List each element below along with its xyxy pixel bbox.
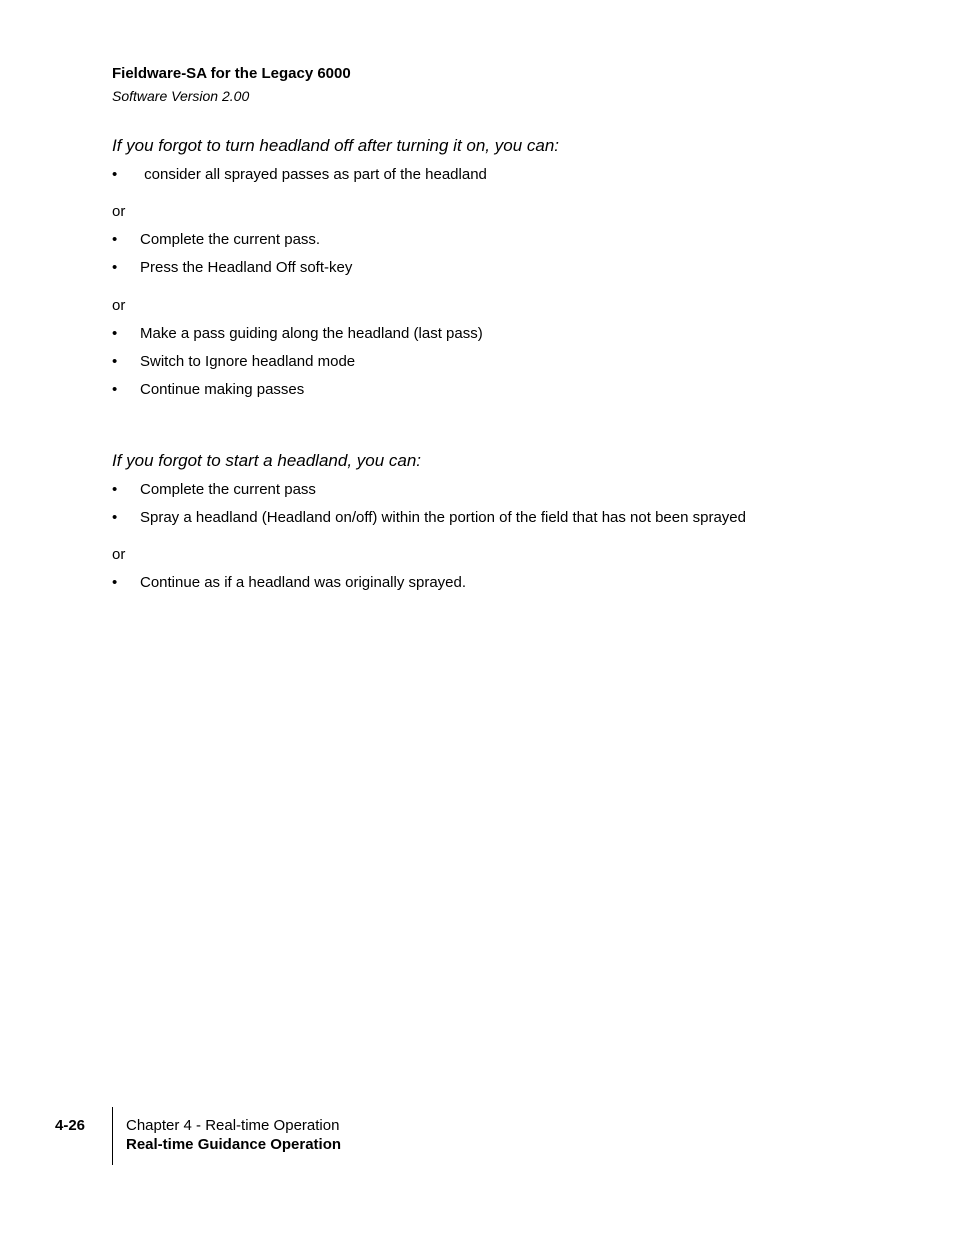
list-item <box>112 481 316 498</box>
list-item-text: consider all sprayed passes as part of the headland <box>140 166 487 183</box>
bullet-icon: • <box>112 481 118 498</box>
list-item <box>112 574 466 591</box>
bullet-icon: • <box>112 259 118 276</box>
bullet-icon: • <box>112 231 118 248</box>
list-item <box>112 166 487 183</box>
page-number: 4-26 <box>55 1117 86 1134</box>
list-item <box>112 353 355 370</box>
list-item <box>112 509 746 526</box>
list-item-text: Switch to Ignore headland mode <box>140 353 356 370</box>
list-item <box>112 259 352 276</box>
or-separator: or <box>112 546 126 563</box>
list-item <box>112 325 483 342</box>
list-item <box>112 231 320 248</box>
footer-divider <box>112 1107 113 1165</box>
list-item-text: Complete the current pass. <box>140 231 321 248</box>
bullet-icon: • <box>112 353 118 370</box>
list-item-text: Spray a headland (Headland on/off) within the portion of the field that has not been sprayed <box>140 509 746 526</box>
bullet-icon: • <box>112 509 118 526</box>
list-item <box>112 381 304 398</box>
list-item-text: Continue as if a headland was originally sprayed. <box>140 574 467 591</box>
section-heading-headland-off: If you forgot to turn headland off after turning it on, you can: <box>112 136 560 155</box>
section-heading-start-headland: If you forgot to start a headland, you can: <box>112 451 422 470</box>
footer-chapter: Chapter 4 - Real-time Operation <box>126 1117 340 1134</box>
bullet-icon: • <box>112 574 118 591</box>
bullet-icon: • <box>112 381 118 398</box>
bullet-icon: • <box>112 325 118 342</box>
or-separator: or <box>112 297 126 314</box>
list-item-text: Press the Headland Off soft-key <box>140 259 353 276</box>
software-version: Software Version 2.00 <box>112 88 250 104</box>
document-title: Fieldware-SA for the Legacy 6000 <box>112 65 351 82</box>
footer-section: Real-time Guidance Operation <box>126 1136 342 1153</box>
bullet-icon: • <box>112 166 118 183</box>
list-item-text: Complete the current pass <box>140 481 316 498</box>
list-item-text: Continue making passes <box>140 381 305 398</box>
list-item-text: Make a pass guiding along the headland (last pass) <box>140 325 483 342</box>
or-separator: or <box>112 203 126 220</box>
